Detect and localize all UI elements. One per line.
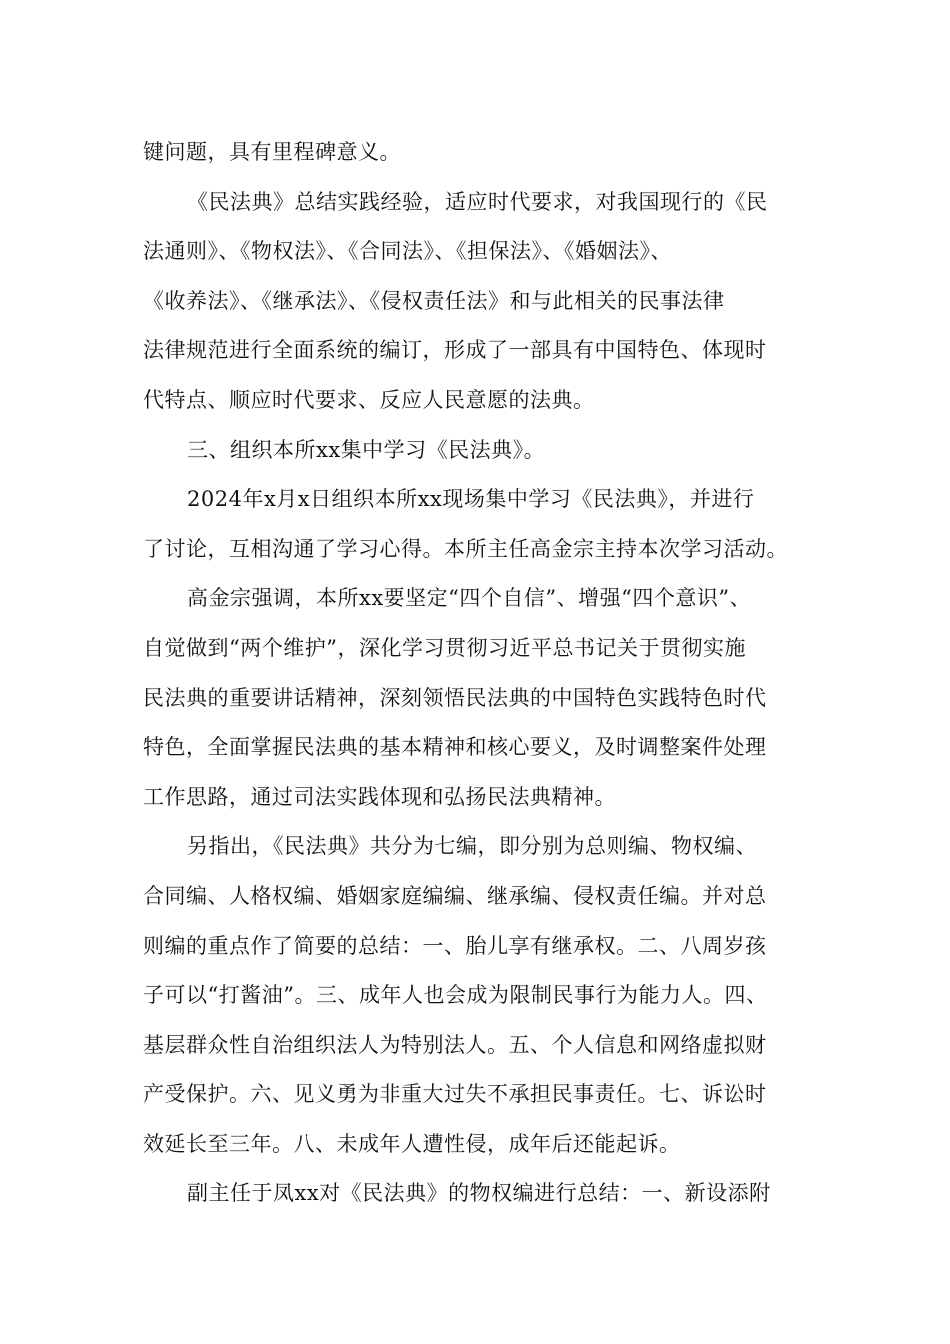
text-line: 了讨论，互相沟通了学习心得。本所主任高金宗主持本次学习活动。: [143, 536, 788, 561]
paragraph-line: 另指出，《民法典》共分为七编，即分别为总则编、物权编、: [187, 834, 757, 859]
text-line: 效延长至三年。八、未成年人遭性侵，成年后还能起诉。: [143, 1131, 681, 1156]
text-line: 代特点、顺应时代要求、反应人民意愿的法典。: [143, 387, 595, 412]
paragraph-line: 《民法典》总结实践经验，适应时代要求，对我国现行的《民: [187, 189, 768, 214]
text-line: 基层群众性自治组织法人为特别法人。五、个人信息和网络虚拟财: [143, 1032, 767, 1057]
text-line: 工作思路，通过司法实践体现和弘扬民法典精神。: [143, 784, 616, 809]
paragraph-line: 副主任于凤xx对《民法典》的物权编进行总结：一、新设添附: [187, 1181, 771, 1206]
text-line: 产受保护。六、见义勇为非重大过失不承担民事责任。七、诉讼时: [143, 1082, 767, 1107]
text-line: 特色，全面掌握民法典的基本精神和核心要义，及时调整案件处理: [143, 735, 767, 760]
text-line: 合同编、人格权编、婚姻家庭编编、继承编、侵权责任编。并对总: [143, 883, 767, 908]
document-body: [143, 128, 809, 1219]
text-line: 法律规范进行全面系统的编订，形成了一部具有中国特色、体现时: [143, 338, 767, 363]
text-line: 《收养法》、《继承法》、《侵权责任法》和与此相关的民事法律: [143, 288, 725, 313]
paragraph-line: 2024年x月x日组织本所xx现场集中学习《民法典》，并进行: [187, 487, 755, 512]
text-line: 键问题，具有里程碑意义。: [143, 140, 401, 164]
text-line: 民法典的重要讲话精神，深刻领悟民法典的中国特色实践特色时代: [143, 685, 767, 710]
section-heading: 三、组织本所xx集中学习《民法典》。: [187, 437, 546, 462]
text-line: 子可以“打酱油”。三、成年人也会成为限制民事行为能力人。四、: [143, 983, 768, 1008]
text-line: 自觉做到“两个维护”，深化学习贯彻习近平总书记关于贯彻实施: [143, 635, 746, 660]
text-line: 法通则》、《物权法》、《合同法》、《担保法》、《婚姻法》、: [143, 239, 672, 264]
text-line: 则编的重点作了简要的总结：一、胎儿享有继承权。二、八周岁孩: [143, 933, 767, 958]
paragraph-line: 高金宗强调，本所xx要坚定“四个自信”、增强“四个意识”、: [187, 586, 752, 611]
